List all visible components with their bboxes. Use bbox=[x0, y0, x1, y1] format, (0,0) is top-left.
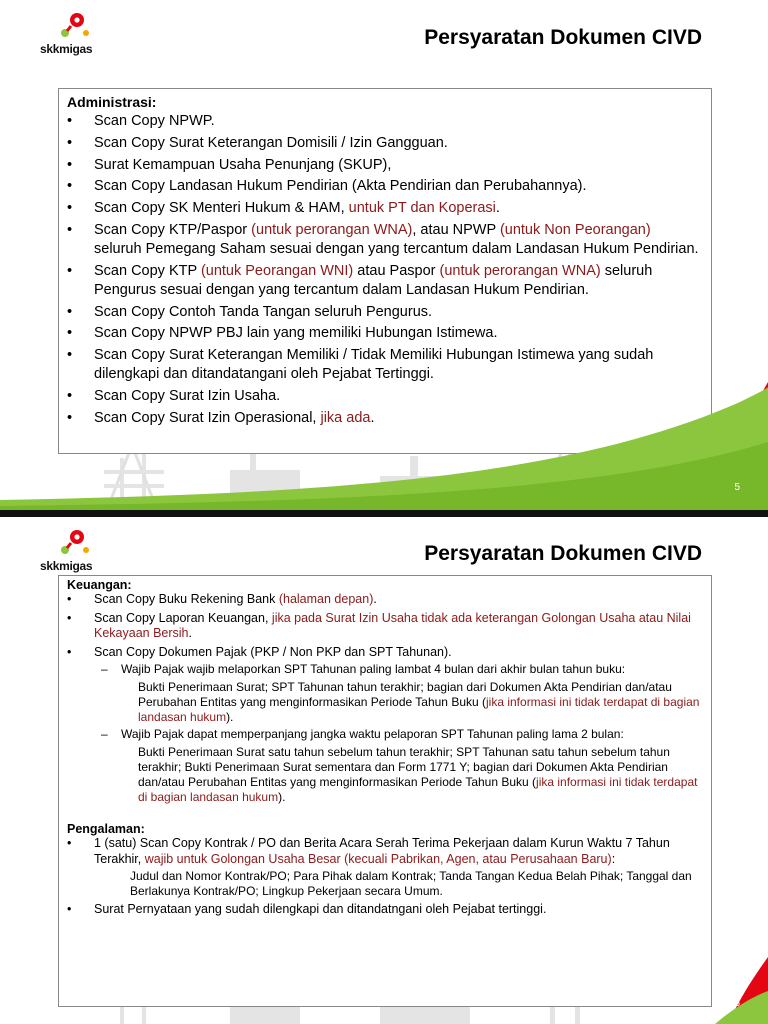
sub-list-item: – Wajib Pajak dapat memperpanjang jangka waktu pelaporan SPT Tahunan paling lama 2 bulan: bbox=[101, 727, 624, 741]
list-item: • Scan Copy Dokumen Pajak (PKP / Non PKP dan SPT Tahunan). – Wajib Pajak wajib melaporkan SPT Tahunan paling lambat 4 bulan dari akhir bulan tahun buku: Bukti Penerimaan Surat; SPT Tahunan tahun terakhir; bagian dari Dokumen Akta Pendirian dan/atau Perubahan Entitas yang menginformasikan Periode Tahun Buku (jika informasi ini tidak terdapat di bagian landasan hukum). – Wajib Pajak dapat memperpanjang jangka waktu pelaporan SPT Tahunan paling lama 2 bulan: Bukti Penerimaan Surat satu tahun sebelum tahun terakhir; SPT Tahunan satu tahun sebelum tahun terakhir; Bukti Penerimaan Surat sementara dan Form 1771 Y; bagian dari Dokumen Akta Pendirian dan/atau Perubahan Entitas yang menginformasikan Periode Tahun Buku (jika informasi ini tidak terdapat di bagian landasan hukum). bbox=[67, 645, 701, 806]
list-item: • Scan Copy Contoh Tanda Tangan seluruh Pengurus. bbox=[67, 303, 701, 322]
slide-keuangan-pengalaman bbox=[0, 517, 768, 1024]
section-title-pengalaman: Pengalaman: bbox=[67, 822, 145, 836]
skkmigas-logo-icon bbox=[54, 529, 94, 559]
page-number: 5 bbox=[734, 482, 740, 493]
list-item: • Scan Copy NPWP. bbox=[67, 112, 701, 131]
logo-text: skkmigas bbox=[40, 559, 93, 573]
sub-description: Judul dan Nomor Kontrak/PO; Para Pihak dalam Kontrak; Tanda Tangan Kedua Belah Pihak; Tanggal dan Berlakunya Kontrak/PO; Lingkup Pekerjaan secara Umum. bbox=[130, 869, 692, 898]
administrasi-list bbox=[67, 112, 701, 428]
skkmigas-logo bbox=[40, 12, 112, 58]
keuangan-content-box bbox=[58, 575, 712, 1007]
logo-text: skkmigas bbox=[40, 42, 93, 56]
list-item: • Surat Kemampuan Usaha Penunjang (SKUP), bbox=[67, 156, 701, 175]
slide-separator bbox=[0, 510, 768, 517]
list-item: • Scan Copy KTP (untuk Peorangan WNI) atau Paspor (untuk perorangan WNA) seluruh Pengurus sesuai dengan yang tercantum dalam Landasan Hukum Pendirian. bbox=[67, 262, 701, 300]
sub-description: Bukti Penerimaan Surat satu tahun sebelum tahun terakhir; SPT Tahunan satu tahun sebelum tahun terakhir; Bukti Penerimaan Surat sementara dan Form 1771 Y; bagian dari Dokumen Akta Pendirian dan/atau Perubahan Entitas yang menginformasikan Periode Tahun Buku (jika informasi ini tidak terdapat di bagian landasan hukum). bbox=[138, 745, 698, 804]
slide-title: Persyaratan Dokumen CIVD bbox=[424, 542, 702, 565]
list-item: • Scan Copy SK Menteri Hukum & HAM, untuk PT dan Koperasi. bbox=[67, 199, 701, 218]
skkmigas-logo bbox=[40, 529, 112, 575]
list-item: • Scan Copy KTP/Paspor (untuk perorangan WNA), atau NPWP (untuk Non Peorangan) seluruh Pemegang Saham sesuai dengan yang tercantum dalam Landasan Hukum Pendirian. bbox=[67, 221, 701, 259]
list-item: • Scan Copy Buku Rekening Bank (halaman depan). bbox=[67, 592, 701, 608]
page-number: 6 bbox=[734, 998, 740, 1009]
list-item: • 1 (satu) Scan Copy Kontrak / PO dan Berita Acara Serah Terima Pekerjaan dalam Kurun Waktu 7 Tahun Terakhir, wajib untuk Golongan Usaha Besar (kecuali Pabrikan, Agen, atau Perusahaan Baru): Judul dan Nomor Kontrak/PO; Para Pihak dalam Kontrak; Tanda Tangan Kedua Belah Pihak; Tanggal dan Berlakunya Kontrak/PO; Lingkup Pekerjaan secara Umum. bbox=[67, 836, 701, 899]
list-item: • Scan Copy Surat Izin Usaha. bbox=[67, 387, 701, 406]
list-item: • Scan Copy Surat Keterangan Domisili / Izin Gangguan. bbox=[67, 134, 701, 153]
pengalaman-list bbox=[67, 836, 701, 918]
list-item: • Scan Copy Surat Izin Operasional, jika ada. bbox=[67, 409, 701, 428]
sub-list-item: – Wajib Pajak wajib melaporkan SPT Tahunan paling lambat 4 bulan dari akhir bulan tahun buku: bbox=[101, 662, 626, 676]
list-item: • Scan Copy Landasan Hukum Pendirian (Akta Pendirian dan Perubahannya). bbox=[67, 177, 701, 196]
section-title-keuangan: Keuangan: bbox=[67, 578, 132, 592]
sub-description: Bukti Penerimaan Surat; SPT Tahunan tahun terakhir; bagian dari Dokumen Akta Pendirian dan/atau Perubahan Entitas yang menginformasikan Periode Tahun Buku (jika informasi ini tidak terdapat di bagian landasan hukum). bbox=[138, 680, 700, 724]
green-wave-decoration bbox=[0, 382, 768, 512]
section-title-administrasi: Administrasi: bbox=[67, 94, 157, 110]
slide-title: Persyaratan Dokumen CIVD bbox=[424, 26, 702, 49]
list-item: • Scan Copy NPWP PBJ lain yang memiliki Hubungan Istimewa. bbox=[67, 324, 701, 343]
list-item: • Surat Pernyataan yang sudah dilengkapi dan ditandatngani oleh Pejabat tertinggi. bbox=[67, 902, 701, 918]
keuangan-list bbox=[67, 592, 701, 805]
skkmigas-logo-icon bbox=[54, 12, 94, 42]
list-item: • Scan Copy Laporan Keuangan, jika pada Surat Izin Usaha tidak ada keterangan Golongan Usaha atau Nilai Kekayaan Bersih. bbox=[67, 611, 701, 642]
list-item: • Scan Copy Surat Keterangan Memiliki / Tidak Memiliki Hubungan Istimewa yang sudah dilengkapi dan ditandatangani oleh Pejabat Tertinggi. bbox=[67, 346, 701, 384]
green-wave-decoration bbox=[0, 957, 768, 1024]
